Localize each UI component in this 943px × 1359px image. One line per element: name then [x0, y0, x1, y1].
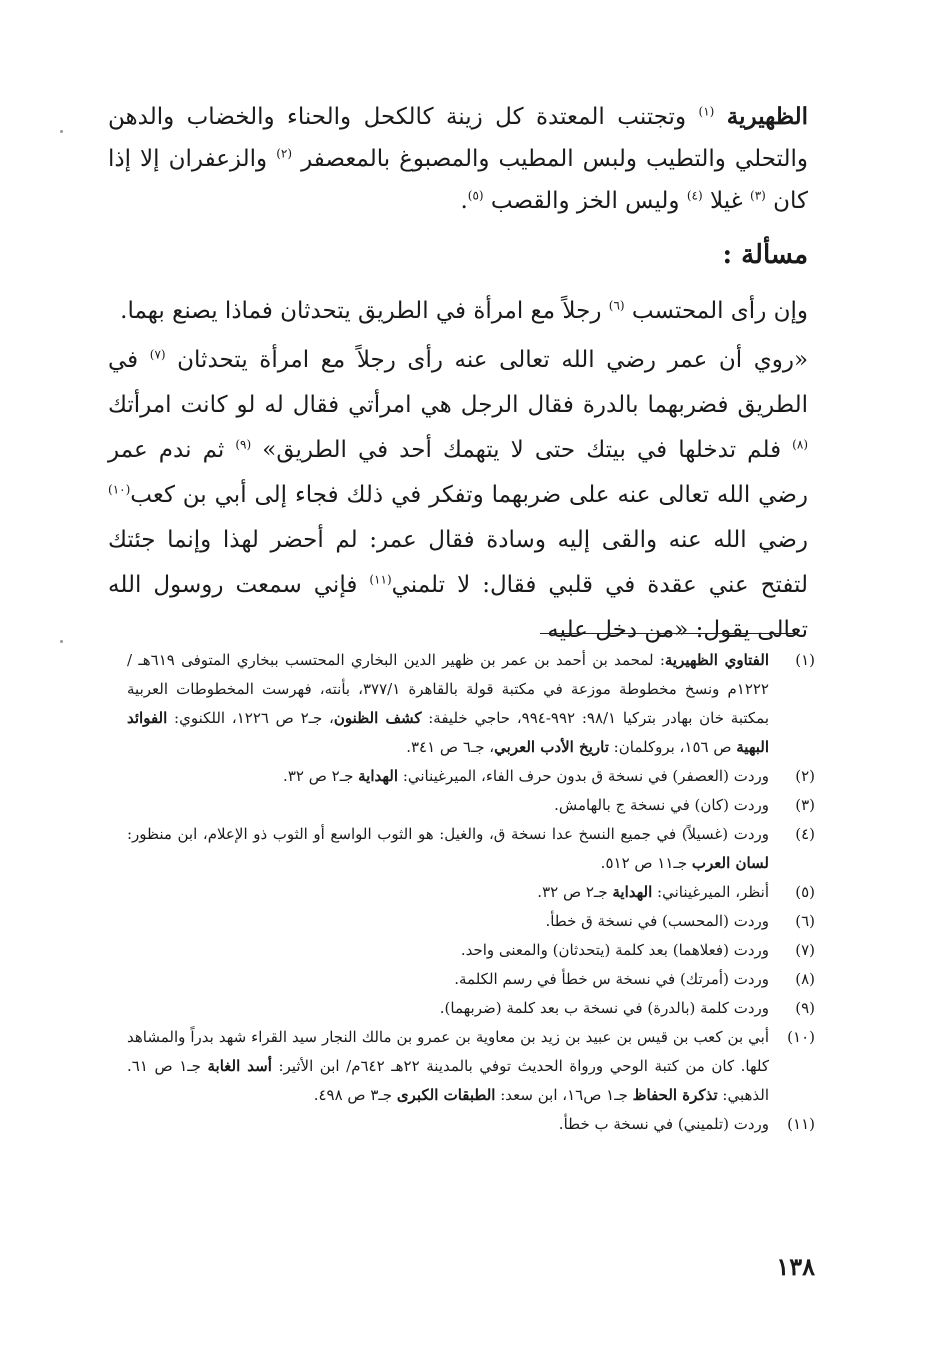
- footnote-number: (١٠): [787, 1028, 815, 1046]
- main-text: [108, 96, 808, 653]
- page-number: ١٣٨: [776, 1252, 815, 1281]
- question-paragraph: [108, 290, 808, 332]
- cited-work-title: الطبقات الكبرى: [396, 1086, 496, 1104]
- footnote-text: [127, 820, 769, 878]
- footnote-segment: وردت (فعلاهما) بعد كلمة (يتحدثان) والمعنى واحد.: [460, 941, 769, 959]
- footnote-segment: وردت (غسيلاً) في جميع النسخ عدا نسخة ق، والغيل: هو الثوب الواسع أو الثوب ذو الإعلام، ابن منظور:: [127, 825, 769, 843]
- footnote-item: [127, 878, 815, 907]
- footnote-segment: جـ٢ ص ٣٢.: [537, 883, 613, 901]
- cited-work-title: أسد الغابة: [207, 1057, 272, 1075]
- footnote-ref: (١): [698, 104, 715, 119]
- cited-work-title: الهداية: [358, 767, 399, 785]
- footnote-segment: ، جـ٦ ص ٣٤١.: [406, 738, 495, 756]
- footnote-ref: (٥): [467, 188, 484, 203]
- footnote-ref: (٦): [608, 298, 625, 313]
- cited-work-title: تاريخ الأدب العربي: [494, 738, 609, 756]
- footnote-number: (٦): [795, 912, 815, 930]
- footnote-ref: (٣): [750, 188, 766, 203]
- cited-work-title: الهداية: [612, 883, 653, 901]
- footnote-segment: جـ١ ص١٦، ابن سعد:: [495, 1086, 633, 1104]
- footnote-text: [127, 1110, 769, 1139]
- footnote-text: [127, 646, 769, 762]
- footnote-separator: [540, 633, 798, 634]
- text-span: فلم تدخلها في بيتك حتى لا يتهمك أحد في الطريق»: [262, 437, 782, 463]
- footnote-ref: (١٠): [108, 482, 131, 497]
- footnote-segment: ، جـ٢ ص ١٢٢٦، اللكنوي:: [167, 709, 334, 727]
- footnotes: [127, 646, 815, 1139]
- footnote-ref: (٢): [276, 146, 293, 161]
- footnote-text: [127, 936, 769, 965]
- footnote-item: [127, 994, 815, 1023]
- footnote-number: (٨): [795, 970, 815, 988]
- cited-work-title: تذكرة الحفاظ: [632, 1086, 718, 1104]
- footnote-segment: : لمحمد بن أحمد بن عمر بن ظهير الدين البخاري المحتسب ببخاري المتوفى ٦١٩هـ / ١٢٢٢م ونسخ مخطوطة موزعة في مكتبة قولة بالقاهرة ٣٧٧/١، بأنته، فهرست المخطوطات العربية بمكتبة خان بهادر بتركيا ٩٨/١: ٩٩٢-٩٩٤، حاجي خليفة:: [127, 651, 770, 727]
- footnote-item: [127, 1110, 815, 1139]
- text-span: ثم ندم عمر رضي الله تعالى عنه على ضربهما وتفكر في ذلك فجاء إلى أبي بن كعب: [108, 437, 808, 508]
- cited-work-title: الفوائد البهية: [127, 709, 769, 756]
- footnote-ref: (٨): [792, 437, 808, 452]
- footnote-segment: وردت (العصفر) في نسخة ق بدون حرف الفاء، الميرغيناني:: [398, 767, 769, 785]
- hadith-paragraph: [108, 338, 808, 653]
- cited-work-title: كشف الظنون: [333, 709, 422, 727]
- text-span: «روي أن عمر رضي الله تعالى عنه رأى رجلاً مع امرأة يتحدثان: [177, 347, 809, 373]
- footnote-text: [127, 907, 769, 936]
- footnote-item: [127, 907, 815, 936]
- footnote-segment: جـ٢ ص ٣٢.: [283, 767, 359, 785]
- footnote-ref: (٧): [149, 347, 166, 362]
- footnote-ref: (٩): [235, 437, 252, 452]
- cited-work-title: لسان العرب: [691, 854, 769, 872]
- footnote-number: (٧): [795, 941, 815, 959]
- text-span: وتجتنب المعتدة كل زينة كالكحل والحناء والخضاب والدهن والتحلي والتطيب ولبس المطيب والمصبوغ بالمعصفر: [108, 104, 809, 172]
- text-span: رجلاً مع امرأة في الطريق يتحدثان فماذا يصنع بهما.: [120, 298, 602, 324]
- footnote-number: (٩): [795, 999, 815, 1017]
- section-heading: مسألة :: [722, 240, 808, 270]
- text-span: غيلا: [709, 188, 743, 214]
- footnote-item: [127, 820, 815, 878]
- footnote-item: [127, 965, 815, 994]
- footnote-segment: ص ١٥٦، بروكلمان:: [608, 738, 737, 756]
- text-span: رضي الله عنه والقى إليه وسادة فقال عمر: لم أحضر لهذا وإنما جئتك لتفتح عني عقدة في قلبي فقال: لا تلمني: [108, 527, 809, 598]
- footnote-text: [127, 1023, 769, 1110]
- footnote-segment: أنظر، الميرغيناني:: [652, 883, 769, 901]
- footnote-text: [127, 994, 769, 1023]
- margin-speck: [60, 640, 63, 643]
- footnote-segment: وردت (أمرتك) في نسخة س خطأ في رسم الكلمة.: [454, 970, 769, 988]
- footnote-segment: وردت (المحسب) في نسخة ق خطأ.: [545, 912, 769, 930]
- footnote-number: (١): [795, 651, 815, 669]
- text-span: والزعفران إلا إذا كان: [108, 146, 808, 214]
- footnote-item: [127, 646, 815, 762]
- footnote-segment: وردت (كان) في نسخة ج بالهامش.: [554, 796, 769, 814]
- footnote-item: [127, 762, 815, 791]
- text-span: في الطريق فضربهما بالدرة فقال الرجل هي امرأتي فقال له لو كانت امرأتك: [108, 347, 808, 418]
- paragraph-mourning-rules: [108, 96, 808, 222]
- footnote-item: [127, 791, 815, 820]
- footnote-segment: جـ٣ ص ٤٩٨.: [313, 1086, 397, 1104]
- text-span: فإني سمعت روسول الله تعالى يقول: «من دخل عليه: [108, 572, 808, 643]
- text-span: وإن رأى المحتسب: [631, 298, 808, 324]
- text-span: وليس الخز والقصب: [490, 188, 680, 214]
- footnote-number: (٥): [795, 883, 815, 901]
- footnote-text: [127, 762, 769, 791]
- footnote-number: (٢): [795, 767, 815, 785]
- footnote-ref: (٤): [686, 188, 703, 203]
- footnote-segment: جـ١ ص ٦١. الذهبي:: [127, 1057, 769, 1104]
- footnote-ref: (١١): [369, 572, 392, 587]
- footnote-segment: جـ١١ ص ٥١٢.: [600, 854, 692, 872]
- margin-speck: [60, 130, 63, 133]
- footnote-segment: وردت كلمة (بالدرة) في نسخة ب بعد كلمة (ضربهما).: [439, 999, 769, 1017]
- footnote-text: [127, 791, 769, 820]
- footnote-number: (١١): [787, 1115, 815, 1133]
- text-span: .: [460, 188, 468, 214]
- source-title: الظهيرية: [726, 103, 809, 130]
- cited-work-title: الفتاوي الظهيرية: [664, 651, 769, 669]
- footnote-number: (٣): [795, 796, 815, 814]
- footnote-number: (٤): [795, 825, 815, 843]
- footnote-text: [127, 878, 769, 907]
- footnote-text: [127, 965, 769, 994]
- footnote-item: [127, 936, 815, 965]
- footnote-segment: أبي بن كعب بن قيس بن عبيد بن زيد بن معاوية بن عمرو بن مالك النجار سيد القراء شهد بدراً والمشاهد كلها. كان من كتبة الوحي ورواة الحديث توفي بالمدينة ٢٢هـ ٦٤٢م/ ابن الأثير:: [127, 1028, 770, 1075]
- footnote-segment: وردت (تلميني) في نسخة ب خطأ.: [558, 1115, 769, 1133]
- footnote-item: [127, 1023, 815, 1110]
